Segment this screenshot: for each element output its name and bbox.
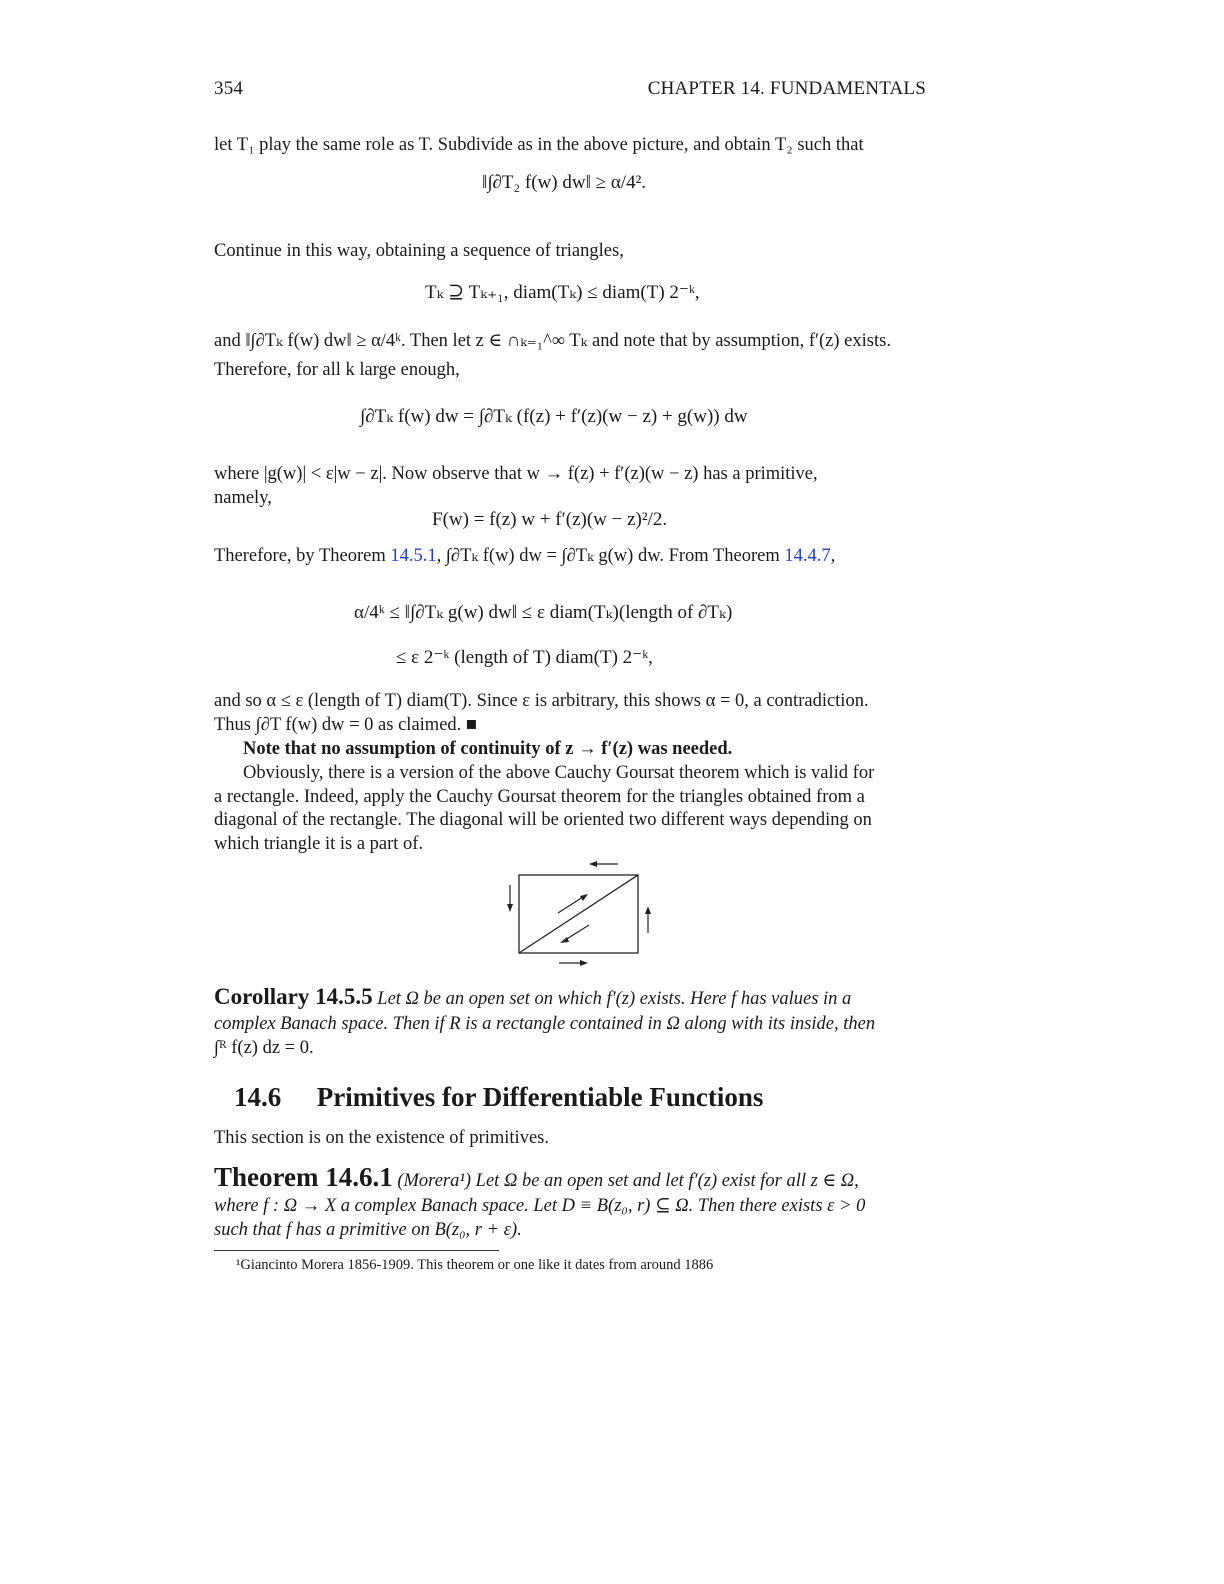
chapter-header: CHAPTER 14. FUNDAMENTALS <box>647 78 926 99</box>
corollary-line-1: Let Ω be an open set on which f′(z) exists. Here f has values in a <box>377 989 852 1009</box>
equation-5-line-2: ≤ ε 2⁻ᵏ (length of T) diam(T) 2⁻ᵏ, <box>396 647 653 668</box>
corollary-label: Corollary 14.5.5 <box>214 984 373 1009</box>
paragraph-6-line-1: and so α ≤ ε (length of T) diam(T). Since ε is arbitrary, this shows α = 0, a contradiction. <box>214 691 869 711</box>
equation-5-line-1: α/4ᵏ ≤ ‖∫∂Tₖ g(w) dw‖ ≤ ε diam(Tₖ)(length of ∂Tₖ) <box>354 602 733 623</box>
paragraph-4-line-1: where |g(w)| < ε|w − z|. Now observe that w → f(z) + f′(z)(w − z) has a primitive, <box>214 464 818 484</box>
theorem-14-6-1 <box>214 1162 859 1196</box>
equation-1: ‖∫∂T₂ f(w) dw‖ ≥ α/4². <box>482 172 647 193</box>
right-arrowhead <box>645 906 651 914</box>
equation-4: F(w) = f(z) w + f′(z)(w − z)²/2. <box>432 509 668 530</box>
page-number: 354 <box>214 78 244 99</box>
paragraph-7-line-3: diagonal of the rectangle. The diagonal will be oriented two different ways depending on <box>214 810 872 830</box>
paragraph-5-text-b: , ∫∂Tₖ f(w) dw = ∫∂Tₖ g(w) dw. From Theorem <box>436 546 785 566</box>
corollary-line-2: complex Banach space. Then if R is a rectangle contained in Ω along with its inside, then <box>214 1014 876 1034</box>
paragraph-7-line-1: Obviously, there is a version of the above Cauchy Goursat theorem which is valid for <box>243 763 875 783</box>
rectangle-diagonal-figure <box>500 855 660 970</box>
top-arrowhead <box>589 861 597 867</box>
paragraph-5 <box>214 544 835 568</box>
paragraph-7-line-4: which triangle it is a part of. <box>214 834 424 854</box>
section-heading <box>234 1082 763 1113</box>
paragraph-5-text-a: Therefore, by Theorem <box>214 546 391 566</box>
theorem-label: Theorem 14.6.1 <box>214 1162 393 1192</box>
equation-3: ∫∂Tₖ f(w) dw = ∫∂Tₖ (f(z) + f′(z)(w − z) + g(w)) dw <box>360 406 748 427</box>
equation-2: Tₖ ⊇ Tₖ₊₁, diam(Tₖ) ≤ diam(T) 2⁻ᵏ, <box>425 282 700 303</box>
theorem-link-14-4-7[interactable]: 14.4.7 <box>784 546 831 566</box>
theorem-line-2: where f : Ω → X a complex Banach space. Let D ≡ B(z₀, r) ⊆ Ω. Then there exists ε > 0 <box>214 1196 866 1216</box>
paragraph-7-line-2: a rectangle. Indeed, apply the Cauchy Goursat theorem for the triangles obtained from a <box>214 787 865 807</box>
paragraph-3-line-2: Therefore, for all k large enough, <box>214 360 460 380</box>
bottom-arrowhead <box>580 960 588 966</box>
section-title: Primitives for Differentiable Functions <box>316 1082 764 1112</box>
paragraph-6-line-2: Thus ∫∂T f(w) dw = 0 as claimed. ■ <box>214 715 478 735</box>
paragraph-4-line-2: namely, <box>214 488 272 508</box>
corollary-14-5-5 <box>214 985 851 1011</box>
section-number: 14.6 <box>234 1082 282 1112</box>
corollary-line-3: ∫ᴿ f(z) dz = 0. <box>214 1038 314 1058</box>
theorem-line-3: such that f has a primitive on B(z₀, r + ε). <box>214 1220 522 1240</box>
paragraph-5-text-c: , <box>830 546 836 566</box>
theorem-link-14-5-1[interactable]: 14.5.1 <box>390 546 437 566</box>
diagonal-line <box>519 875 638 953</box>
paragraph-1: let T₁ play the same role as T. Subdivide as in the above picture, and obtain T₂ such that <box>214 135 864 155</box>
paragraph-3-line-1: and ‖∫∂Tₖ f(w) dw‖ ≥ α/4ᵏ. Then let z ∈ ∩ₖ₌₁^∞ Tₖ and note that by assumption, f′(z) exists. <box>214 331 891 351</box>
footnote-rule <box>214 1250 499 1251</box>
paragraph-2: Continue in this way, obtaining a sequence of triangles, <box>214 241 624 261</box>
section-intro: This section is on the existence of primitives. <box>214 1128 549 1148</box>
continuity-note: Note that no assumption of continuity of z → f′(z) was needed. <box>243 739 733 759</box>
footnote: ¹Giancinto Morera 1856-1909. This theorem or one like it dates from around 1886 <box>236 1257 714 1273</box>
theorem-line-1: (Morera¹) Let Ω be an open set and let f′(z) exist for all z ∈ Ω, <box>397 1171 859 1191</box>
left-arrowhead <box>507 904 513 912</box>
diagonal-arrowhead-up <box>580 894 588 901</box>
